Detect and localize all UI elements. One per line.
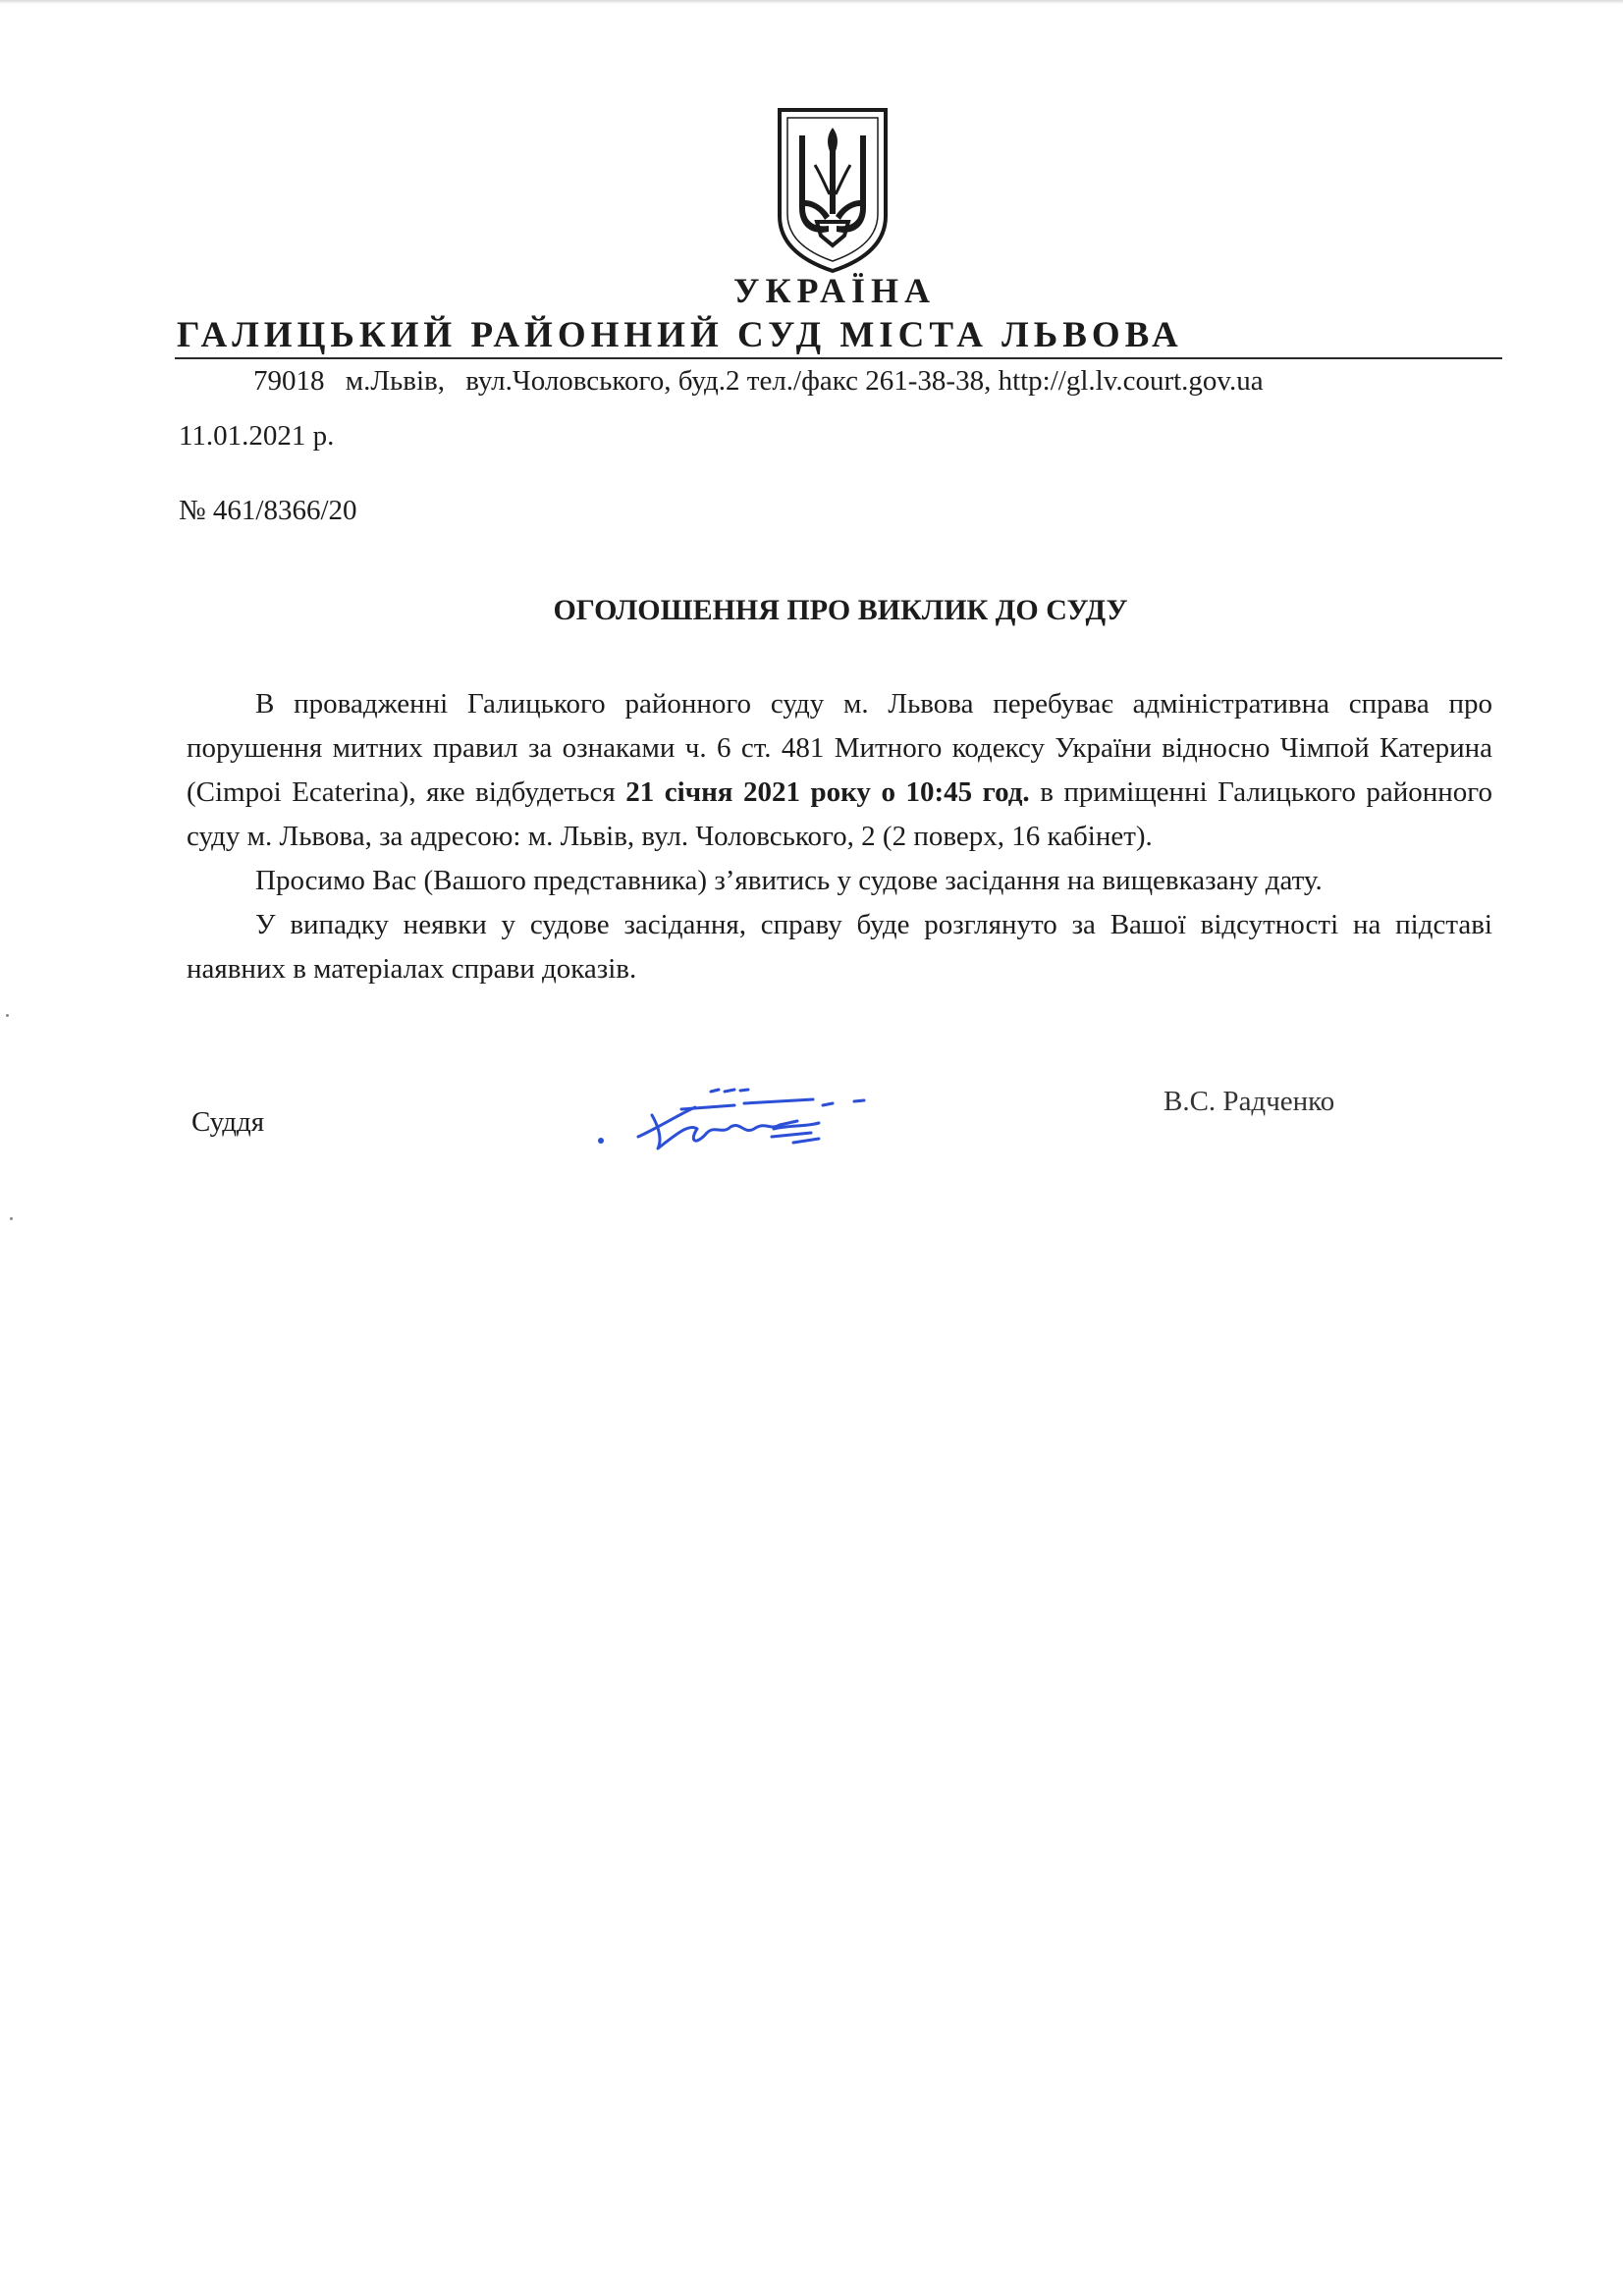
paragraph-absence-warning: У випадку неявки у судове засідання, справу буде розглянуто за Вашої відсутності на підставі наявних в матеріалах справи доказів. xyxy=(187,909,1492,985)
paragraph-case-notice-part-2: в приміщенні Галицького районного суду м. Львова, за адресою: м. Львів, вул. Чоловського, 2 (2 поверх, 16 кабінет). xyxy=(187,776,1492,852)
address-city: м.Львів, xyxy=(345,365,445,397)
scan-speck xyxy=(10,1217,13,1220)
signature-label: Суддя xyxy=(191,1106,265,1138)
handwritten-signature xyxy=(587,1070,911,1158)
tryzub-coat-of-arms-icon xyxy=(776,106,890,275)
document-date: 11.01.2021 р. xyxy=(179,420,335,452)
case-number: № 461/8366/20 xyxy=(179,495,357,526)
scan-top-edge xyxy=(0,0,1623,4)
hearing-date-time: 21 січня 2021 року о 10:45 год. xyxy=(625,776,1030,808)
paragraph-case-notice-part-1: В провадженні Галицького районного суду м. Львова перебуває адміністративна справа про порушення митних правил за ознаками ч. 6 ст. 481 Митного кодексу України відносно Чімпой Катерина (Cimpoi Ecaterina), яке відбудеться xyxy=(187,688,1492,808)
document-heading: ОГОЛОШЕННЯ ПРО ВИКЛИК ДО СУДУ xyxy=(553,594,1128,626)
paragraph-case-notice xyxy=(187,682,1492,859)
address-postcode: 79018 xyxy=(253,365,325,397)
address-street-contacts: вул.Чоловського, буд.2 тел./факс 261-38-38, http://gl.lv.court.gov.ua xyxy=(465,365,1264,397)
letterhead-country: УКРАЇНА xyxy=(733,271,936,310)
document-body xyxy=(187,682,1492,991)
letterhead-divider xyxy=(175,357,1502,359)
letterhead-court-name: ГАЛИЦЬКИЙ РАЙОННИЙ СУД МІСТА ЛЬВОВА xyxy=(177,315,1183,355)
judge-name: В.С. Радченко xyxy=(1163,1086,1335,1117)
paragraph-appearance-request: Просимо Вас (Вашого представника) з’явитись у судове засідання на вищевказану дату. xyxy=(255,865,1323,896)
letterhead-address xyxy=(253,365,1530,398)
scan-speck xyxy=(6,1014,9,1017)
